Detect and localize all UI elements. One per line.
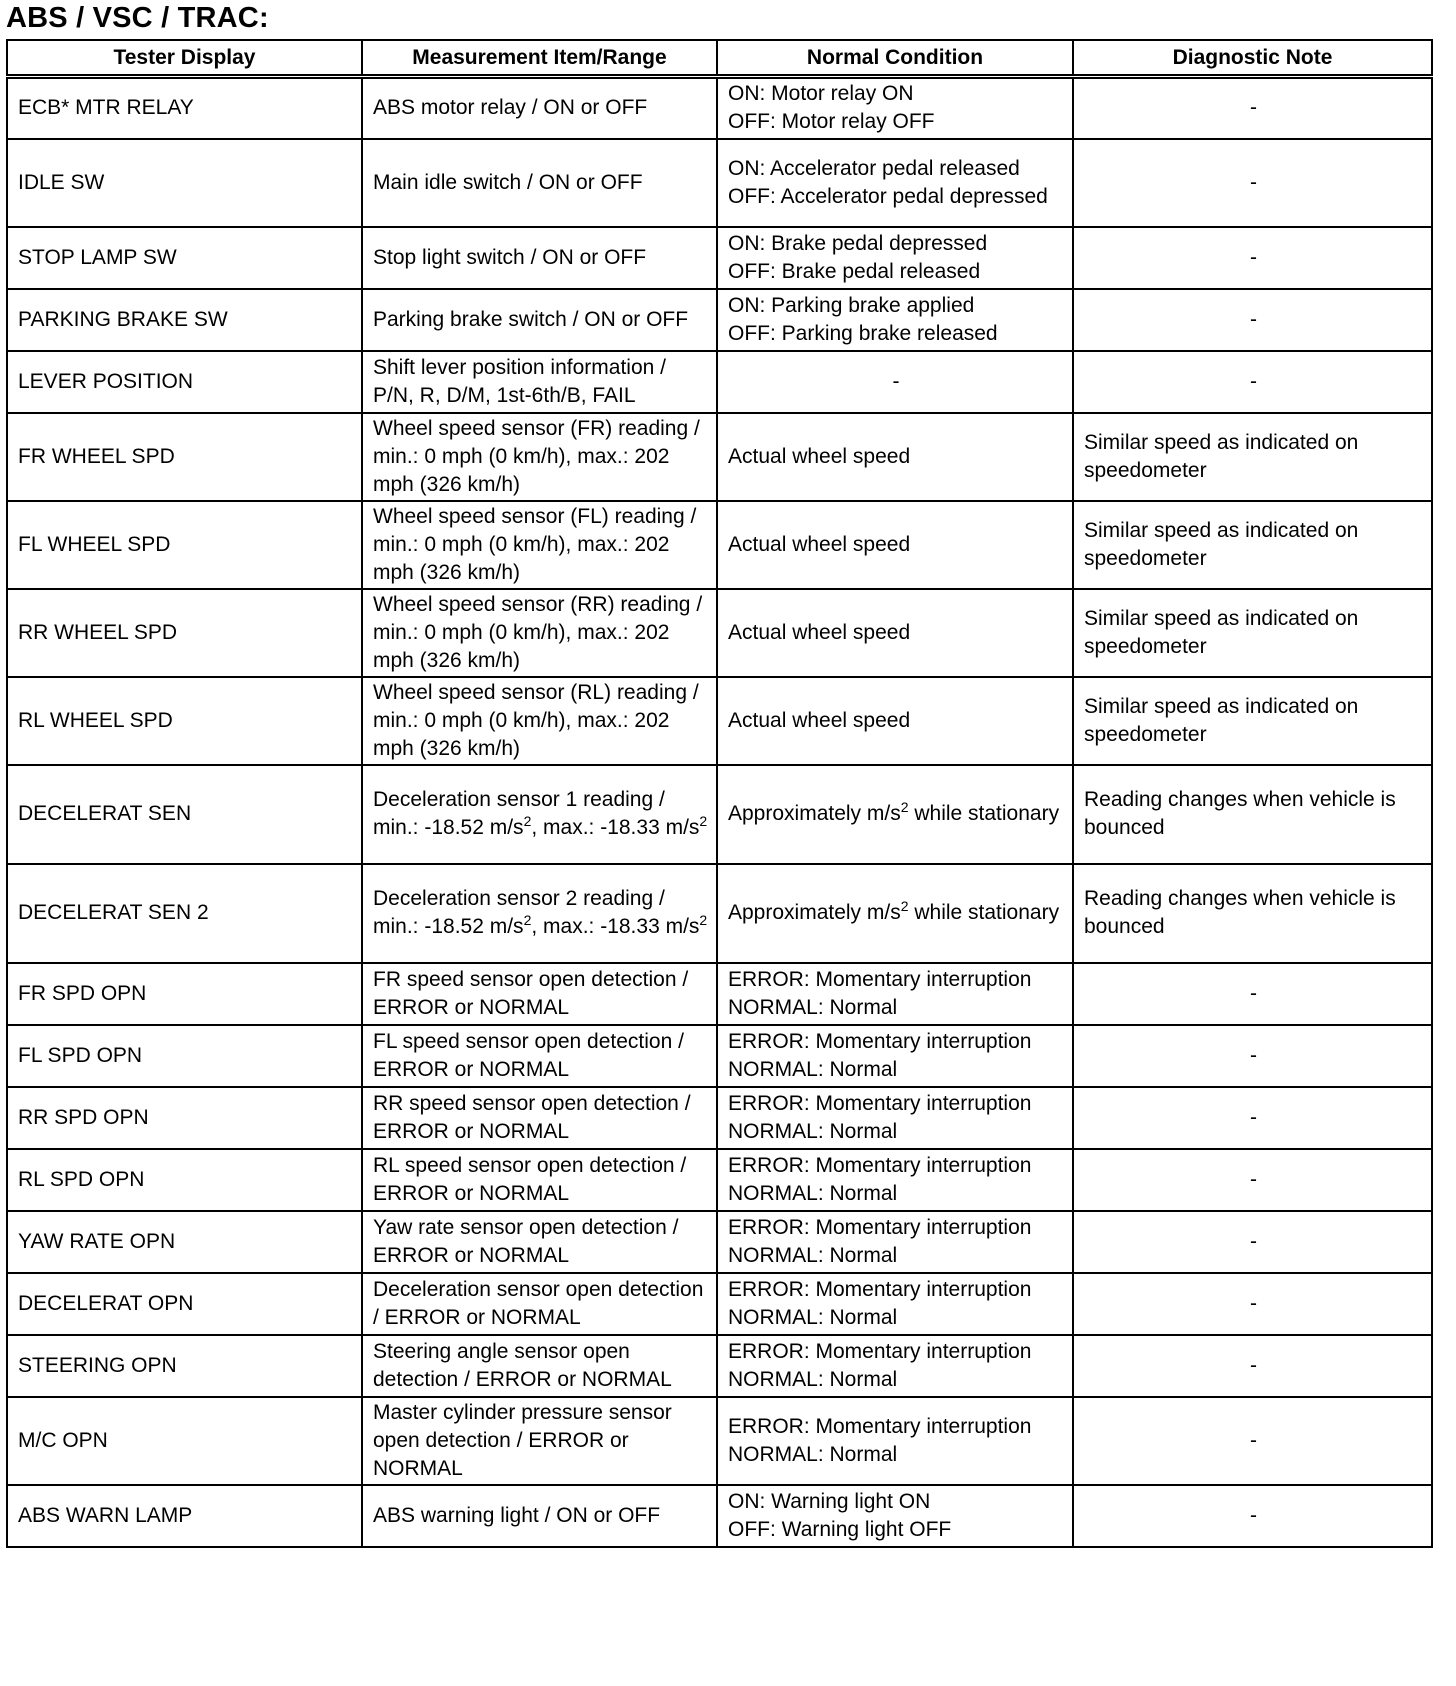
table-row (7, 77, 1432, 139)
cell-tester-display: RR WHEEL SPD (7, 589, 362, 677)
cell-normal-condition (717, 864, 1073, 963)
cell-normal-condition: ERROR: Momentary interruption NORMAL: Normal (717, 1087, 1073, 1149)
cell-measurement-item: Shift lever position information / P/N, R, D/M, 1st-6th/B, FAIL (362, 351, 717, 413)
cell-tester-display: STOP LAMP SW (7, 227, 362, 289)
cell-measurement-item: Wheel speed sensor (RL) reading / min.: 0 mph (0 km/h), max.: 202 mph (326 km/h) (362, 677, 717, 765)
cell-normal-condition: Actual wheel speed (717, 589, 1073, 677)
cell-measurement-item: Yaw rate sensor open detection / ERROR or NORMAL (362, 1211, 717, 1273)
cell-normal-condition: ON: Accelerator pedal released OFF: Accelerator pedal depressed (717, 139, 1073, 227)
cell-tester-display: IDLE SW (7, 139, 362, 227)
cell-diagnostic-note: - (1073, 1025, 1432, 1087)
cell-diagnostic-note: - (1073, 351, 1432, 413)
cell-normal-condition: Actual wheel speed (717, 677, 1073, 765)
cell-diagnostic-note: Similar speed as indicated on speedometer (1073, 413, 1432, 501)
cell-normal-condition: - (717, 351, 1073, 413)
cell-normal-condition: ON: Parking brake applied OFF: Parking brake released (717, 289, 1073, 351)
cell-measurement-item: RL speed sensor open detection / ERROR or NORMAL (362, 1149, 717, 1211)
diagnostic-table (6, 39, 1433, 1548)
item-text-middle: , max.: -18.33 m/s (531, 915, 700, 938)
cell-normal-condition: ERROR: Momentary interruption NORMAL: Normal (717, 1397, 1073, 1485)
cell-measurement-item: Deceleration sensor open detection / ERROR or NORMAL (362, 1273, 717, 1335)
table-row (7, 1211, 1432, 1273)
table-row (7, 413, 1432, 501)
table-row (7, 1149, 1432, 1211)
normal-text-start: Approximately m/s (728, 802, 901, 825)
cell-diagnostic-note: Similar speed as indicated on speedometer (1073, 589, 1432, 677)
cell-measurement-item: Wheel speed sensor (FL) reading / min.: 0 mph (0 km/h), max.: 202 mph (326 km/h) (362, 501, 717, 589)
cell-diagnostic-note: - (1073, 227, 1432, 289)
cell-measurement-item: Main idle switch / ON or OFF (362, 139, 717, 227)
cell-normal-condition: ERROR: Momentary interruption NORMAL: Normal (717, 1149, 1073, 1211)
cell-diagnostic-note: - (1073, 77, 1432, 139)
table-row (7, 1335, 1432, 1397)
cell-tester-display: STEERING OPN (7, 1335, 362, 1397)
table-row (7, 589, 1432, 677)
cell-measurement-item (362, 765, 717, 864)
normal-text-end: while stationary (908, 901, 1060, 924)
cell-tester-display: FL SPD OPN (7, 1025, 362, 1087)
cell-diagnostic-note: - (1073, 1485, 1432, 1547)
cell-normal-condition: Actual wheel speed (717, 501, 1073, 589)
cell-measurement-item: Stop light switch / ON or OFF (362, 227, 717, 289)
cell-tester-display: ABS WARN LAMP (7, 1485, 362, 1547)
item-text-start: Deceleration sensor 2 reading / min.: -18.52 m/s (373, 887, 665, 938)
cell-normal-condition: ERROR: Momentary interruption NORMAL: Normal (717, 1025, 1073, 1087)
cell-normal-condition: ERROR: Momentary interruption NORMAL: Normal (717, 1335, 1073, 1397)
cell-normal-condition: ON: Brake pedal depressed OFF: Brake pedal released (717, 227, 1073, 289)
item-text-start: Deceleration sensor 1 reading / min.: -18.52 m/s (373, 788, 665, 839)
table-header-row (7, 40, 1432, 77)
cell-tester-display: PARKING BRAKE SW (7, 289, 362, 351)
cell-measurement-item: ABS warning light / ON or OFF (362, 1485, 717, 1547)
cell-diagnostic-note: - (1073, 963, 1432, 1025)
cell-diagnostic-note: - (1073, 289, 1432, 351)
superscript: 2 (523, 912, 532, 928)
cell-normal-condition: ON: Warning light ON OFF: Warning light OFF (717, 1485, 1073, 1547)
cell-measurement-item (362, 864, 717, 963)
superscript: 2 (699, 912, 708, 928)
cell-diagnostic-note: - (1073, 1397, 1432, 1485)
cell-measurement-item: Parking brake switch / ON or OFF (362, 289, 717, 351)
header-normal-condition: Normal Condition (717, 40, 1073, 77)
cell-tester-display: RR SPD OPN (7, 1087, 362, 1149)
cell-diagnostic-note: - (1073, 1335, 1432, 1397)
normal-text-end: while stationary (908, 802, 1060, 825)
cell-diagnostic-note: Similar speed as indicated on speedometer (1073, 677, 1432, 765)
cell-tester-display: ECB* MTR RELAY (7, 77, 362, 139)
page-title: ABS / VSC / TRAC: (6, 2, 269, 34)
table-row (7, 139, 1432, 227)
table-row (7, 227, 1432, 289)
cell-normal-condition (717, 765, 1073, 864)
cell-diagnostic-note: - (1073, 1149, 1432, 1211)
normal-text-start: Approximately m/s (728, 901, 901, 924)
item-text-middle: , max.: -18.33 m/s (531, 816, 700, 839)
cell-measurement-item: Wheel speed sensor (FR) reading / min.: 0 mph (0 km/h), max.: 202 mph (326 km/h) (362, 413, 717, 501)
cell-normal-condition: ERROR: Momentary interruption NORMAL: Normal (717, 963, 1073, 1025)
cell-tester-display: FR SPD OPN (7, 963, 362, 1025)
cell-normal-condition: Actual wheel speed (717, 413, 1073, 501)
cell-tester-display: DECELERAT SEN (7, 765, 362, 864)
cell-tester-display: RL WHEEL SPD (7, 677, 362, 765)
cell-diagnostic-note: - (1073, 1087, 1432, 1149)
table-row (7, 864, 1432, 963)
cell-diagnostic-note: - (1073, 139, 1432, 227)
cell-tester-display: LEVER POSITION (7, 351, 362, 413)
cell-tester-display: FR WHEEL SPD (7, 413, 362, 501)
cell-diagnostic-note: Reading changes when vehicle is bounced (1073, 765, 1432, 864)
table-row (7, 1087, 1432, 1149)
cell-diagnostic-note: Reading changes when vehicle is bounced (1073, 864, 1432, 963)
cell-measurement-item: Wheel speed sensor (RR) reading / min.: 0 mph (0 km/h), max.: 202 mph (326 km/h) (362, 589, 717, 677)
cell-normal-condition: ON: Motor relay ON OFF: Motor relay OFF (717, 77, 1073, 139)
table-row (7, 677, 1432, 765)
cell-tester-display: FL WHEEL SPD (7, 501, 362, 589)
table-row (7, 1397, 1432, 1485)
cell-measurement-item: FR speed sensor open detection / ERROR or NORMAL (362, 963, 717, 1025)
cell-tester-display: DECELERAT SEN 2 (7, 864, 362, 963)
cell-normal-condition: ERROR: Momentary interruption NORMAL: Normal (717, 1273, 1073, 1335)
cell-diagnostic-note: - (1073, 1211, 1432, 1273)
cell-measurement-item: FL speed sensor open detection / ERROR or NORMAL (362, 1025, 717, 1087)
header-diagnostic-note: Diagnostic Note (1073, 40, 1432, 77)
table-row (7, 765, 1432, 864)
cell-measurement-item: RR speed sensor open detection / ERROR or NORMAL (362, 1087, 717, 1149)
table-row (7, 501, 1432, 589)
cell-tester-display: M/C OPN (7, 1397, 362, 1485)
table-row (7, 1025, 1432, 1087)
cell-tester-display: DECELERAT OPN (7, 1273, 362, 1335)
table-row (7, 1485, 1432, 1547)
cell-tester-display: RL SPD OPN (7, 1149, 362, 1211)
cell-measurement-item: Master cylinder pressure sensor open detection / ERROR or NORMAL (362, 1397, 717, 1485)
cell-normal-condition: ERROR: Momentary interruption NORMAL: Normal (717, 1211, 1073, 1273)
table-row (7, 351, 1432, 413)
superscript: 2 (900, 799, 909, 815)
table-row (7, 1273, 1432, 1335)
cell-tester-display: YAW RATE OPN (7, 1211, 362, 1273)
table-row (7, 963, 1432, 1025)
cell-measurement-item: Steering angle sensor open detection / ERROR or NORMAL (362, 1335, 717, 1397)
table-row (7, 289, 1432, 351)
superscript: 2 (900, 898, 909, 914)
cell-diagnostic-note: Similar speed as indicated on speedometer (1073, 501, 1432, 589)
superscript: 2 (523, 813, 532, 829)
superscript: 2 (699, 813, 708, 829)
cell-diagnostic-note: - (1073, 1273, 1432, 1335)
header-tester-display: Tester Display (7, 40, 362, 77)
header-measurement-item: Measurement Item/Range (362, 40, 717, 77)
cell-measurement-item: ABS motor relay / ON or OFF (362, 77, 717, 139)
